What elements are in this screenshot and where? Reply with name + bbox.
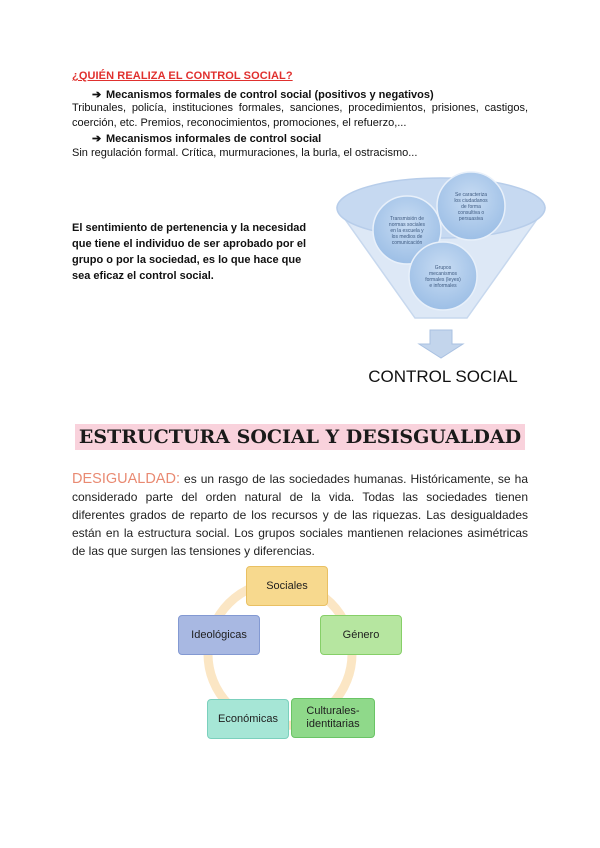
- informal-mechanisms-text: Sin regulación formal. Crítica, murmuraciones, la burla, el ostracismo...: [72, 147, 418, 159]
- control-social-funnel-diagram: [335, 158, 547, 390]
- arrow-icon: ➔: [92, 133, 102, 145]
- arrow-icon: ➔: [92, 89, 102, 101]
- formal-mechanisms-text: Tribunales, policía, instituciones formales, sanciones, procedimientos, prisiones, castigos, coerción, etc. Premios, reconocimientos, promociones, el refuerzo,...: [72, 102, 528, 129]
- circle_bottom-line: mecanismos: [428, 271, 458, 277]
- cycle-item-sociales: Sociales: [246, 566, 328, 606]
- formal-mechanisms-heading: [92, 88, 434, 101]
- inequality-paragraph: [72, 470, 528, 560]
- circle_right-line: consultiva o: [457, 210, 485, 216]
- circle_left-line: en la escuela y: [390, 228, 424, 234]
- circle_bottom-line: e informales: [429, 283, 457, 289]
- section-heading: [0, 426, 600, 448]
- cycle-item-culturales: Culturales-identitarias: [291, 698, 375, 738]
- funnel-down-arrow-icon: [419, 330, 463, 358]
- circle_bottom-line: Grupos: [434, 265, 452, 271]
- section-heading-text: ESTRUCTURA SOCIAL Y DESISGUALDAD: [75, 424, 525, 450]
- circle_left-line: Transmisión de: [390, 216, 424, 222]
- circle_right-line: Se caracteriza: [455, 192, 487, 198]
- formal-mechanisms-heading-text: Mecanismos formales de control social (positivos y negativos): [106, 89, 434, 101]
- cycle-item-genero: Género: [320, 615, 402, 655]
- inequality-cycle-diagram: [170, 562, 390, 748]
- cycle-item-ideologicas: Ideológicas: [178, 615, 260, 655]
- circle_left-line: los medios de: [391, 234, 423, 240]
- cycle-item-economicas: Económicas: [207, 699, 289, 739]
- inequality-text: es un rasgo de las sociedades humanas. Históricamente, se ha considerado parte del orden natural de la vida. Todas las sociedades tienen diferentes grados de reparto de los recursos y de las riquezas. Las desigualdades están en la estructura social. Los grupos sociales mantienen relaciones asimétricas de las que surgen las tensiones y diferencias.: [72, 472, 528, 558]
- circle_left-line: normas sociales: [388, 222, 426, 228]
- circle_right-line: los ciudadanos: [454, 198, 488, 204]
- informal-mechanisms-heading: [92, 132, 321, 145]
- informal-mechanisms-heading-text: Mecanismos informales de control social: [106, 133, 322, 145]
- circle_left-line: comunicación: [391, 240, 423, 246]
- control-social-question: ¿QUIÉN REALIZA EL CONTROL SOCIAL?: [72, 70, 293, 82]
- inequality-lead: DESIGUALDAD:: [72, 471, 180, 487]
- circle_right-line: de forma: [461, 204, 481, 210]
- circle_bottom-line: formales (leyes): [425, 277, 461, 283]
- belonging-statement: El sentimiento de pertenencia y la necesidad que tiene el individuo de ser aprobado por el grupo o por la sociedad, es lo que hace que sea eficaz el control social.: [72, 222, 307, 282]
- funnel-label: CONTROL SOCIAL: [368, 367, 518, 386]
- circle_right-line: persuasiva: [458, 216, 484, 222]
